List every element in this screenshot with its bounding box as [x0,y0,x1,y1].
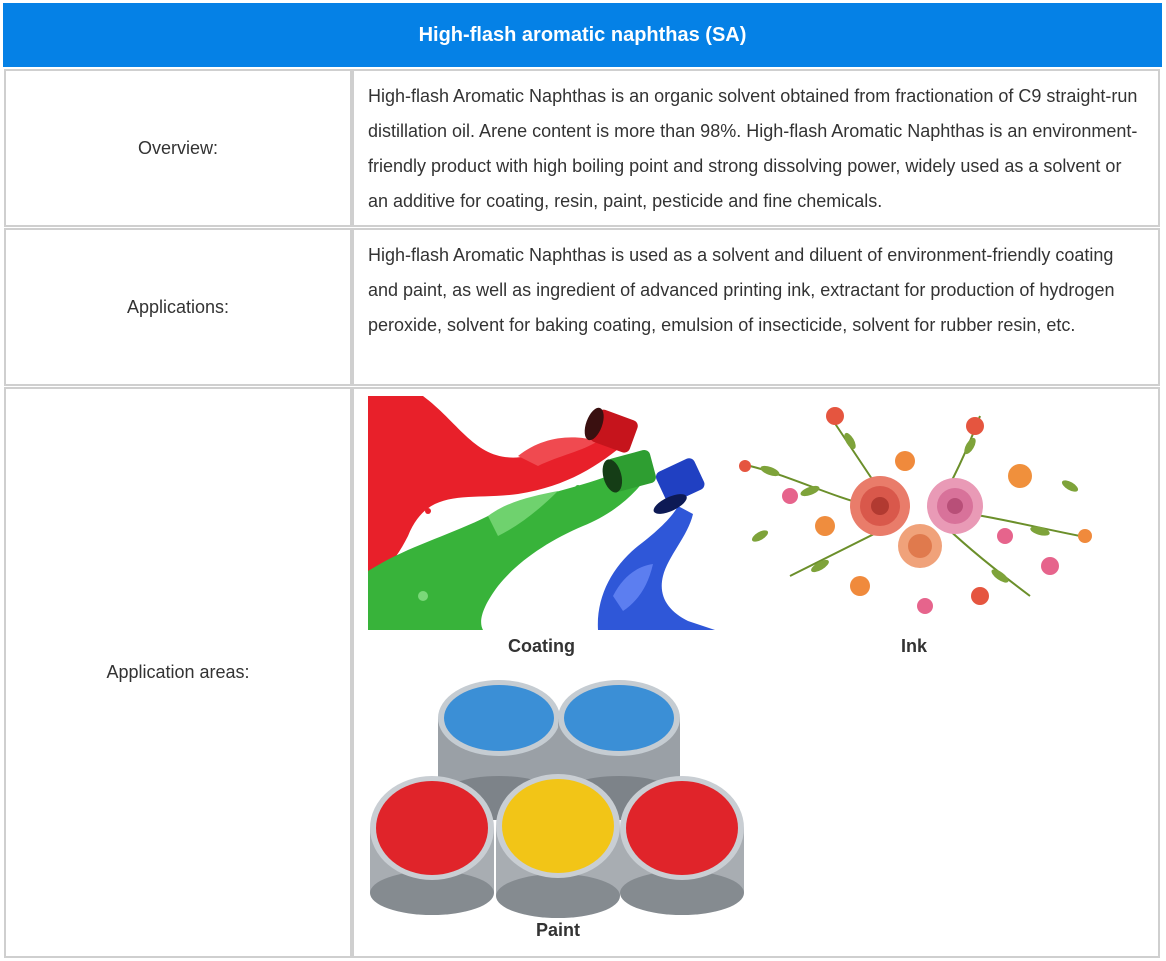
areas-label: Application areas: [106,662,250,682]
coating-caption: Coating [508,636,575,656]
ink-caption: Ink [900,636,927,656]
overview-text: High-flash Aromatic Naphthas is an organic solvent obtained from fractionation of C9 straight-run distillation oil. Arene content is more than 98%. High-flash Aromatic Naphthas is an environment-friendly product with high boiling point and strong dissolving power, widely used as a solvent or an additive for coating, resin, paint, pesticide and fine chemicals. [368,86,1138,211]
paint-caption: Paint [535,920,580,940]
overview-label: Overview: [137,137,218,158]
overview-text-cell [352,69,1160,227]
coating-image [368,396,715,630]
areas-label-cell [4,387,352,958]
applications-text-cell [352,228,1160,386]
applications-text: High-flash Aromatic Naphthas is used as a solvent and diluent of environment-friendly coating and paint, as well as ingredient of advanced printing ink, extractant for production of hydrogen peroxide, solvent for baking coating, emulsion of insecticide, solvent for rubber resin, etc. [368,245,1115,335]
applications-label: Applications: [126,296,230,317]
applications-label-cell [4,228,352,386]
overview-label-cell [4,69,352,227]
table-title: High-flash aromatic naphthas (SA) [3,3,1162,67]
ink-image [730,396,1098,630]
paint-image [368,678,748,918]
